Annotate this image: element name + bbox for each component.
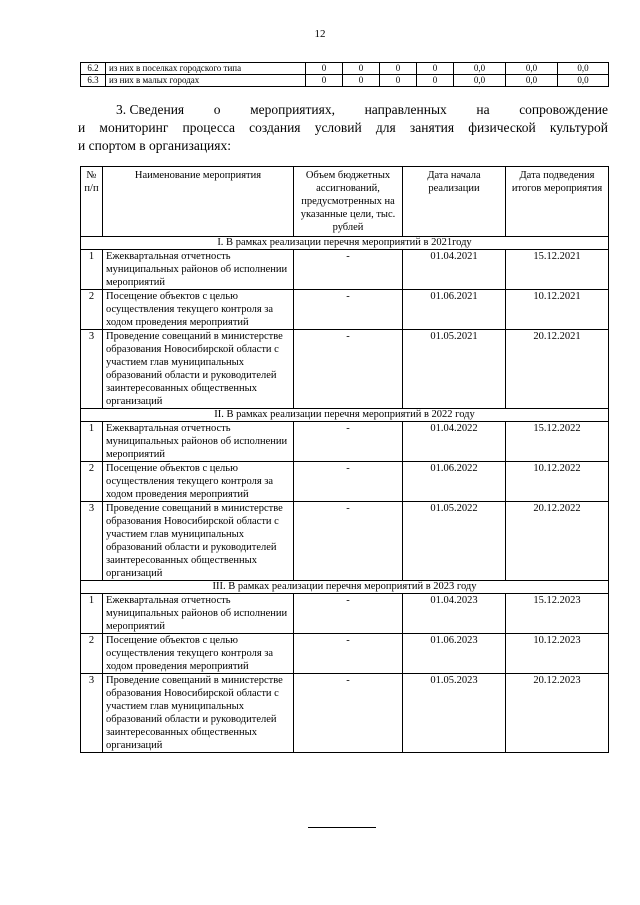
budget-value: - (294, 634, 403, 674)
budget-value: - (294, 330, 403, 409)
row-num: 3 (81, 674, 103, 753)
heading-word: сопровождение (519, 102, 608, 117)
end-date: 15.12.2023 (506, 594, 609, 634)
start-date: 01.06.2021 (403, 290, 506, 330)
row-num: 2 (81, 290, 103, 330)
summary-cell: 0 (380, 75, 417, 87)
row-num: 3 (81, 330, 103, 409)
table-row (81, 674, 609, 753)
summary-cell: 0 (343, 63, 380, 75)
activity-name: Проведение совещаний в министерстве образования Новосибирской области с участием глав муниципальных образований области и руководителей заинтересованных общественных организаций (103, 330, 294, 409)
end-date: 10.12.2021 (506, 290, 609, 330)
activity-name: Ежеквартальная отчетность муниципальных районов об исполнении мероприятий (103, 250, 294, 290)
summary-cell: 0 (343, 75, 380, 87)
summary-cell: 0 (306, 63, 343, 75)
row-num: 2 (81, 634, 103, 674)
activity-name: Посещение объектов с целью осуществления текущего контроля за ходом проведения мероприятий (103, 290, 294, 330)
summary-row-label: из них в малых городах (106, 75, 306, 87)
header-end-date: Дата подведения итогов мероприятия (506, 167, 609, 237)
start-date: 01.04.2023 (403, 594, 506, 634)
summary-cell: 0 (417, 75, 454, 87)
table-row (81, 290, 609, 330)
start-date: 01.04.2022 (403, 422, 506, 462)
heading-line-2: и мониторинг процесса создания условий для занятия физической культурой (78, 120, 608, 135)
summary-cell: 0 (417, 63, 454, 75)
activity-name: Ежеквартальная отчетность муниципальных районов об исполнении мероприятий (103, 422, 294, 462)
table-row (81, 594, 609, 634)
end-date: 15.12.2021 (506, 250, 609, 290)
budget-value: - (294, 422, 403, 462)
section-row (81, 409, 609, 422)
row-num: 1 (81, 594, 103, 634)
table-row (81, 330, 609, 409)
table-row (81, 462, 609, 502)
end-separator-line (308, 827, 376, 828)
start-date: 01.05.2023 (403, 674, 506, 753)
summary-row-num: 6.2 (81, 63, 106, 75)
table-row (81, 502, 609, 581)
activity-name: Посещение объектов с целью осуществления текущего контроля за ходом проведения мероприятий (103, 634, 294, 674)
page-number: 12 (314, 28, 326, 40)
start-date: 01.06.2023 (403, 634, 506, 674)
summary-cell: 0,0 (454, 75, 506, 87)
activity-name: Ежеквартальная отчетность муниципальных районов об исполнении мероприятий (103, 594, 294, 634)
header-budget: Объем бюджетных ассигнований, предусмотренных на указанные цели, тыс. рублей (294, 167, 403, 237)
end-date: 10.12.2022 (506, 462, 609, 502)
end-date: 10.12.2023 (506, 634, 609, 674)
summary-cell: 0 (306, 75, 343, 87)
end-date: 20.12.2022 (506, 502, 609, 581)
summary-row-label: из них в поселках городского типа (106, 63, 306, 75)
end-date: 15.12.2022 (506, 422, 609, 462)
summary-cell: 0,0 (454, 63, 506, 75)
section-title: III. В рамках реализации перечня мероприятий в 2023 году (81, 581, 609, 594)
end-date: 20.12.2023 (506, 674, 609, 753)
heading-word: 3. Сведения (116, 102, 185, 117)
header-start-date: Дата начала реализации (403, 167, 506, 237)
section-row (81, 237, 609, 250)
section-title: I. В рамках реализации перечня мероприятий в 2021году (81, 237, 609, 250)
summary-row (81, 75, 609, 87)
start-date: 01.05.2021 (403, 330, 506, 409)
summary-cell: 0,0 (558, 63, 609, 75)
heading-word: мероприятиях, (250, 102, 335, 117)
summary-row (81, 63, 609, 75)
activity-name: Проведение совещаний в министерстве образования Новосибирской области с участием глав муниципальных образований области и руководителей заинтересованных общественных организаций (103, 674, 294, 753)
row-num: 1 (81, 250, 103, 290)
summary-cell: 0,0 (506, 75, 558, 87)
table-row (81, 422, 609, 462)
start-date: 01.06.2022 (403, 462, 506, 502)
summary-cell: 0 (380, 63, 417, 75)
row-num: 2 (81, 462, 103, 502)
table-row (81, 250, 609, 290)
budget-value: - (294, 290, 403, 330)
heading-word: на (476, 102, 490, 117)
heading-word: направленных (364, 102, 447, 117)
start-date: 01.04.2021 (403, 250, 506, 290)
section-title: II. В рамках реализации перечня мероприятий в 2022 году (81, 409, 609, 422)
row-num: 3 (81, 502, 103, 581)
activity-name: Проведение совещаний в министерстве образования Новосибирской области с участием глав муниципальных образований области и руководителей заинтересованных общественных организаций (103, 502, 294, 581)
table-row (81, 634, 609, 674)
header-num: № п/п (81, 167, 103, 237)
activities-table (80, 166, 609, 753)
summary-cell: 0,0 (558, 75, 609, 87)
start-date: 01.05.2022 (403, 502, 506, 581)
summary-row-num: 6.3 (81, 75, 106, 87)
section-heading (78, 101, 608, 155)
budget-value: - (294, 594, 403, 634)
budget-value: - (294, 250, 403, 290)
heading-line-1 (78, 101, 608, 119)
table-header-row (81, 167, 609, 237)
summary-cell: 0,0 (506, 63, 558, 75)
heading-line-3: и спортом в организациях: (78, 138, 231, 153)
header-name: Наименование мероприятия (103, 167, 294, 237)
budget-value: - (294, 462, 403, 502)
heading-word: о (213, 102, 221, 117)
row-num: 1 (81, 422, 103, 462)
section-row (81, 581, 609, 594)
budget-value: - (294, 502, 403, 581)
activity-name: Посещение объектов с целью осуществления текущего контроля за ходом проведения мероприятий (103, 462, 294, 502)
end-date: 20.12.2021 (506, 330, 609, 409)
summary-table (80, 62, 609, 87)
budget-value: - (294, 674, 403, 753)
